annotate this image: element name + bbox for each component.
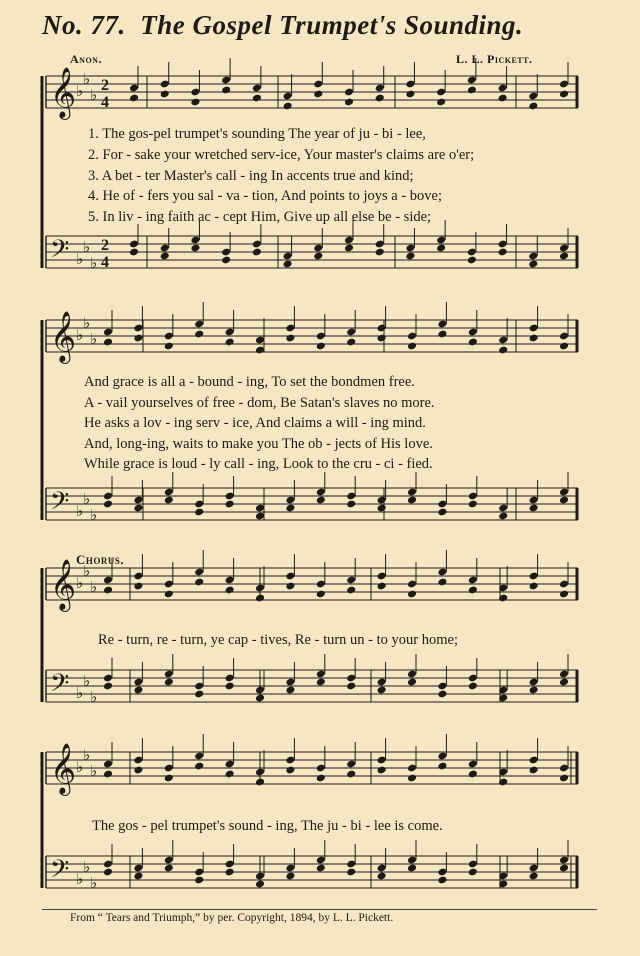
notehead bbox=[190, 244, 200, 253]
notehead bbox=[405, 90, 415, 99]
notehead bbox=[252, 94, 262, 103]
treble-clef-icon: 𝄞 bbox=[50, 743, 77, 794]
notehead bbox=[468, 586, 478, 595]
notehead bbox=[377, 334, 387, 343]
time-signature-bottom: 4 bbox=[101, 254, 109, 271]
verse-2-line-b: A - vail yourselves of free - dom, Be Satan's slaves no more. bbox=[84, 395, 435, 411]
notehead bbox=[559, 678, 569, 687]
notehead bbox=[283, 102, 293, 111]
notehead bbox=[377, 582, 387, 591]
flat-icon: ♭ bbox=[90, 86, 98, 104]
notehead bbox=[377, 686, 387, 695]
flat-icon: ♭ bbox=[90, 762, 98, 780]
flat-icon: ♭ bbox=[83, 70, 91, 88]
notehead bbox=[346, 770, 356, 779]
notehead bbox=[316, 342, 326, 351]
notehead bbox=[313, 252, 323, 261]
notehead bbox=[346, 682, 356, 691]
flat-icon: ♭ bbox=[76, 574, 84, 592]
notehead bbox=[407, 678, 417, 687]
notehead bbox=[467, 256, 477, 265]
flat-icon: ♭ bbox=[90, 330, 98, 348]
flat-icon: ♭ bbox=[83, 490, 91, 508]
notehead bbox=[255, 880, 265, 889]
notehead bbox=[375, 248, 385, 257]
notehead bbox=[468, 338, 478, 347]
notehead bbox=[529, 686, 539, 695]
flat-icon: ♭ bbox=[90, 688, 98, 706]
bass-clef-icon: 𝄢 bbox=[50, 487, 70, 522]
verse-3-line-a: 3. A bet - ter Master's call - ing In accents true and kind; bbox=[88, 168, 414, 184]
notehead bbox=[559, 864, 569, 873]
notehead bbox=[407, 590, 417, 599]
flat-icon: ♭ bbox=[90, 578, 98, 596]
notehead bbox=[164, 678, 174, 687]
notehead bbox=[194, 330, 204, 339]
notehead bbox=[252, 248, 262, 257]
flat-icon: ♭ bbox=[76, 82, 84, 100]
notehead bbox=[498, 512, 508, 521]
notehead bbox=[194, 690, 204, 699]
hymn-title-text: The Gospel Trumpet's Sounding. bbox=[140, 10, 524, 40]
notehead bbox=[225, 868, 235, 877]
notehead bbox=[103, 586, 113, 595]
verse-4-line-a: 4. He of - fers you sal - va - tion, And points to joys a - bove; bbox=[88, 188, 442, 204]
notehead bbox=[103, 868, 113, 877]
notehead bbox=[285, 872, 295, 881]
notehead bbox=[194, 876, 204, 885]
time-signature-bottom: 4 bbox=[101, 94, 109, 111]
verse-5-line-b: While grace is loud - ly call - ing, Look to the cru - ci - fied. bbox=[84, 456, 433, 472]
notehead bbox=[316, 496, 326, 505]
notehead bbox=[529, 582, 539, 591]
notehead bbox=[498, 346, 508, 355]
notehead bbox=[316, 678, 326, 687]
notehead bbox=[437, 762, 447, 771]
notehead bbox=[529, 766, 539, 775]
notehead bbox=[164, 496, 174, 505]
notehead bbox=[160, 90, 170, 99]
notehead bbox=[129, 248, 139, 257]
flat-icon: ♭ bbox=[90, 874, 98, 892]
verse-3-line-b: He asks a lov - ing serv - ice, And claims a will - ing mind. bbox=[84, 415, 426, 431]
notehead bbox=[405, 252, 415, 261]
flat-icon: ♭ bbox=[83, 858, 91, 876]
notehead bbox=[529, 872, 539, 881]
notehead bbox=[528, 260, 538, 269]
flat-icon: ♭ bbox=[76, 758, 84, 776]
notehead bbox=[285, 504, 295, 513]
notehead bbox=[316, 864, 326, 873]
notehead bbox=[133, 582, 143, 591]
notehead bbox=[377, 872, 387, 881]
notehead bbox=[467, 86, 477, 95]
notehead bbox=[225, 682, 235, 691]
notehead bbox=[103, 682, 113, 691]
chorus-line-2: The gos - pel trumpet's sound - ing, The ju - bi - lee is come. bbox=[92, 818, 443, 834]
notehead bbox=[529, 334, 539, 343]
bass-clef-icon: 𝄢 bbox=[50, 855, 70, 890]
notehead bbox=[103, 338, 113, 347]
notehead bbox=[559, 90, 569, 99]
notehead bbox=[316, 590, 326, 599]
notehead bbox=[346, 338, 356, 347]
notehead bbox=[194, 508, 204, 517]
notehead bbox=[164, 590, 174, 599]
notehead bbox=[194, 762, 204, 771]
flat-icon: ♭ bbox=[76, 326, 84, 344]
time-signature-top: 2 bbox=[101, 237, 109, 254]
notehead bbox=[164, 864, 174, 873]
flat-icon: ♭ bbox=[83, 672, 91, 690]
flat-icon: ♭ bbox=[90, 254, 98, 272]
notehead bbox=[190, 98, 200, 107]
notehead bbox=[468, 682, 478, 691]
flat-icon: ♭ bbox=[83, 238, 91, 256]
notehead bbox=[316, 774, 326, 783]
notehead bbox=[437, 578, 447, 587]
notehead bbox=[255, 594, 265, 603]
notehead bbox=[285, 582, 295, 591]
flat-icon: ♭ bbox=[83, 562, 91, 580]
verse-4-line-b: And, long-ing, waits to make you The ob - jects of His love. bbox=[84, 436, 433, 452]
notehead bbox=[160, 252, 170, 261]
notehead bbox=[285, 334, 295, 343]
notehead bbox=[133, 334, 143, 343]
notehead bbox=[407, 342, 417, 351]
notehead bbox=[221, 86, 231, 95]
verse-1-line-b: And grace is all a - bound - ing, To set the bondmen free. bbox=[84, 374, 415, 390]
notehead bbox=[407, 864, 417, 873]
notehead bbox=[344, 244, 354, 253]
flat-icon: ♭ bbox=[83, 314, 91, 332]
notehead bbox=[559, 252, 569, 261]
music-credit: L. L. Pickett. bbox=[456, 52, 533, 66]
notehead bbox=[377, 504, 387, 513]
verse-1-line-a: 1. The gos-pel trumpet's sounding The year of ju - bi - lee, bbox=[88, 126, 426, 142]
bass-clef-icon: 𝄢 bbox=[50, 235, 70, 270]
notehead bbox=[225, 586, 235, 595]
flat-icon: ♭ bbox=[90, 506, 98, 524]
notehead bbox=[313, 90, 323, 99]
notehead bbox=[164, 774, 174, 783]
notehead bbox=[194, 578, 204, 587]
verse-2-line-a: 2. For - sake your wretched serv-ice, Your master's claims are o'er; bbox=[88, 147, 475, 163]
notehead bbox=[129, 94, 139, 103]
notehead bbox=[528, 102, 538, 111]
words-credit: Anon. bbox=[70, 52, 102, 66]
flat-icon: ♭ bbox=[83, 746, 91, 764]
notehead bbox=[437, 876, 447, 885]
notehead bbox=[133, 686, 143, 695]
flat-icon: ♭ bbox=[76, 684, 84, 702]
notehead bbox=[498, 94, 508, 103]
notehead bbox=[285, 686, 295, 695]
notehead bbox=[407, 496, 417, 505]
notehead bbox=[133, 872, 143, 881]
time-signature-top: 2 bbox=[101, 77, 109, 94]
copyright-footer: From “ Tears and Triumph,” by per. Copyright, 1894, by L. L. Pickett. bbox=[70, 912, 394, 924]
notehead bbox=[283, 260, 293, 269]
notehead bbox=[498, 248, 508, 257]
notehead bbox=[407, 774, 417, 783]
notehead bbox=[346, 868, 356, 877]
hymn-number: No. 77. bbox=[42, 10, 126, 40]
flat-icon: ♭ bbox=[76, 502, 84, 520]
notehead bbox=[344, 98, 354, 107]
notehead bbox=[559, 496, 569, 505]
notehead bbox=[559, 774, 569, 783]
verse-5-line-a: 5. In liv - ing faith ac - cept Him, Give up all else be - side; bbox=[88, 209, 432, 225]
notehead bbox=[133, 766, 143, 775]
treble-clef-icon: 𝄞 bbox=[50, 311, 77, 362]
flat-icon: ♭ bbox=[76, 250, 84, 268]
notehead bbox=[437, 508, 447, 517]
chorus-line-1: Re - turn, re - turn, ye cap - tives, Re - turn un - to your home; bbox=[98, 632, 458, 648]
flat-icon: ♭ bbox=[76, 870, 84, 888]
treble-clef-icon: 𝄞 bbox=[50, 67, 77, 118]
bass-clef-icon: 𝄢 bbox=[50, 669, 70, 704]
notehead bbox=[255, 778, 265, 787]
chorus-label: Chorus. bbox=[76, 552, 125, 567]
notehead bbox=[133, 504, 143, 513]
notehead bbox=[377, 766, 387, 775]
notehead bbox=[225, 770, 235, 779]
notehead bbox=[468, 868, 478, 877]
notehead bbox=[164, 342, 174, 351]
notehead bbox=[559, 590, 569, 599]
notehead bbox=[103, 770, 113, 779]
notehead bbox=[436, 244, 446, 253]
notehead bbox=[255, 694, 265, 703]
notehead bbox=[221, 256, 231, 265]
notehead bbox=[225, 500, 235, 509]
notehead bbox=[103, 500, 113, 509]
notehead bbox=[436, 98, 446, 107]
notehead bbox=[468, 770, 478, 779]
notehead bbox=[529, 504, 539, 513]
notehead bbox=[559, 342, 569, 351]
notehead bbox=[468, 500, 478, 509]
notehead bbox=[225, 338, 235, 347]
notehead bbox=[375, 94, 385, 103]
notehead bbox=[285, 766, 295, 775]
notehead bbox=[437, 330, 447, 339]
notehead bbox=[437, 690, 447, 699]
footer-divider bbox=[42, 909, 597, 910]
notehead bbox=[346, 500, 356, 509]
treble-clef-icon: 𝄞 bbox=[50, 559, 77, 610]
notehead bbox=[346, 586, 356, 595]
